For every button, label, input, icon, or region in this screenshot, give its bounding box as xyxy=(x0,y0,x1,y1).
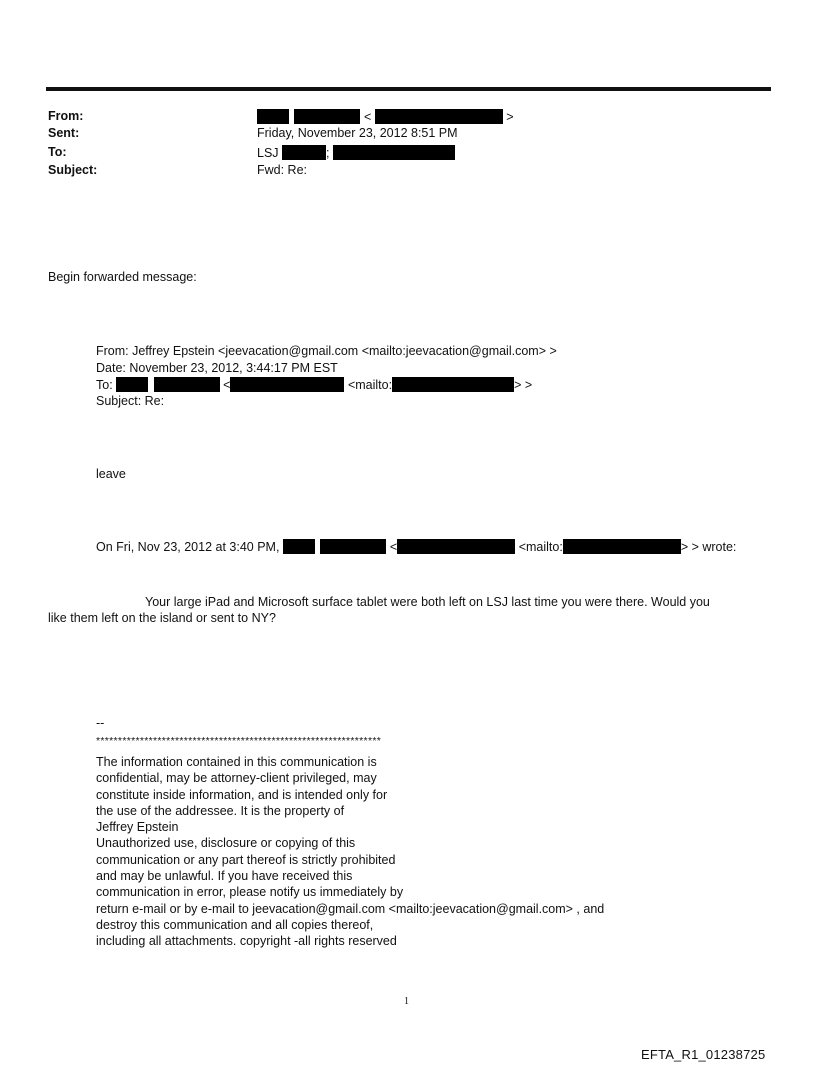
redaction-box xyxy=(333,145,455,160)
redaction-box xyxy=(397,539,515,554)
redaction-box xyxy=(392,377,514,392)
disclaimer-line: communication in error, please notify us immediately by xyxy=(96,885,404,900)
subject-value: Fwd: Re: xyxy=(257,163,308,177)
redaction-box xyxy=(320,539,386,554)
redaction-box xyxy=(116,377,148,392)
bates-number: EFTA_R1_01238725 xyxy=(641,1047,766,1062)
disclaimer-line: the use of the addressee. It is the property of xyxy=(96,803,345,818)
from-gt: > xyxy=(506,110,514,124)
to-sep: ; xyxy=(326,146,330,160)
header-divider xyxy=(46,87,771,91)
fwd-date-line: Date: November 23, 2012, 3:44:17 PM EST xyxy=(96,361,338,375)
disclaimer-line: constitute inside information, and is intended only for xyxy=(96,787,388,802)
fwd-to-lt: < xyxy=(223,378,231,392)
from-label: From: xyxy=(48,109,84,123)
disclaimer-line: return e-mail or by e-mail to jeevacation@gmail.com <mailto:jeevacation@gmail.com> , and xyxy=(96,901,605,916)
fwd-to-label: To: xyxy=(96,378,113,392)
from-value xyxy=(257,109,514,124)
fwd-to-line xyxy=(96,377,532,392)
fwd-from-line: From: Jeffrey Epstein <jeevacation@gmail.com <mailto:jeevacation@gmail.com> > xyxy=(96,344,557,358)
disclaimer-line: The information contained in this communication is xyxy=(96,755,377,769)
quote-mailto: <mailto: xyxy=(518,540,563,554)
to-value xyxy=(257,145,455,160)
redaction-box xyxy=(375,109,503,124)
fwd-subject-line: Subject: Re: xyxy=(96,394,165,408)
page-number: 1 xyxy=(404,996,409,1007)
disclaimer-line: and may be unlawful. If you have received this xyxy=(96,869,353,884)
disclaimer-line: Jeffrey Epstein xyxy=(96,820,179,835)
disclaimer-line: Unauthorized use, disclosure or copying of this xyxy=(96,836,356,851)
sent-value: Friday, November 23, 2012 8:51 PM xyxy=(257,126,458,140)
reply-text: leave xyxy=(96,467,126,481)
redaction-box xyxy=(283,539,315,554)
to-prefix: LSJ xyxy=(257,146,279,160)
sent-label: Sent: xyxy=(48,126,80,140)
redaction-box xyxy=(294,109,360,124)
from-lt: < xyxy=(363,110,372,124)
quoted-line-1: Your large iPad and Microsoft surface tablet were both left on LSJ last time you were there. Would you xyxy=(145,595,710,609)
quoted-line-2: like them left on the island or sent to NY? xyxy=(48,611,276,625)
fwd-to-mailto: <mailto: xyxy=(347,378,393,392)
disclaimer-line: communication or any part thereof is strictly prohibited xyxy=(96,852,396,867)
redaction-box xyxy=(282,145,326,160)
redaction-box xyxy=(257,109,289,124)
signature-stars: ***************************************************************** xyxy=(96,735,382,747)
to-label: To: xyxy=(48,145,67,159)
quote-intro-line xyxy=(96,539,736,554)
quote-intro-text: On Fri, Nov 23, 2012 at 3:40 PM, xyxy=(96,540,280,554)
disclaimer-line: confidential, may be attorney-client privileged, may xyxy=(96,771,377,786)
redaction-box xyxy=(230,377,344,392)
subject-label: Subject: xyxy=(48,163,98,177)
quote-lt: < xyxy=(389,540,398,554)
disclaimer-line: including all attachments. copyright -all rights reserved xyxy=(96,934,397,949)
forward-intro: Begin forwarded message: xyxy=(48,270,197,284)
fwd-to-end: > > xyxy=(514,378,533,392)
disclaimer-line: destroy this communication and all copies thereof, xyxy=(96,917,374,932)
redaction-box xyxy=(563,539,681,554)
disclaimer-block xyxy=(96,754,604,950)
redaction-box xyxy=(154,377,220,392)
signature-dash: -- xyxy=(96,716,105,730)
quote-end: > > wrote: xyxy=(680,540,737,554)
